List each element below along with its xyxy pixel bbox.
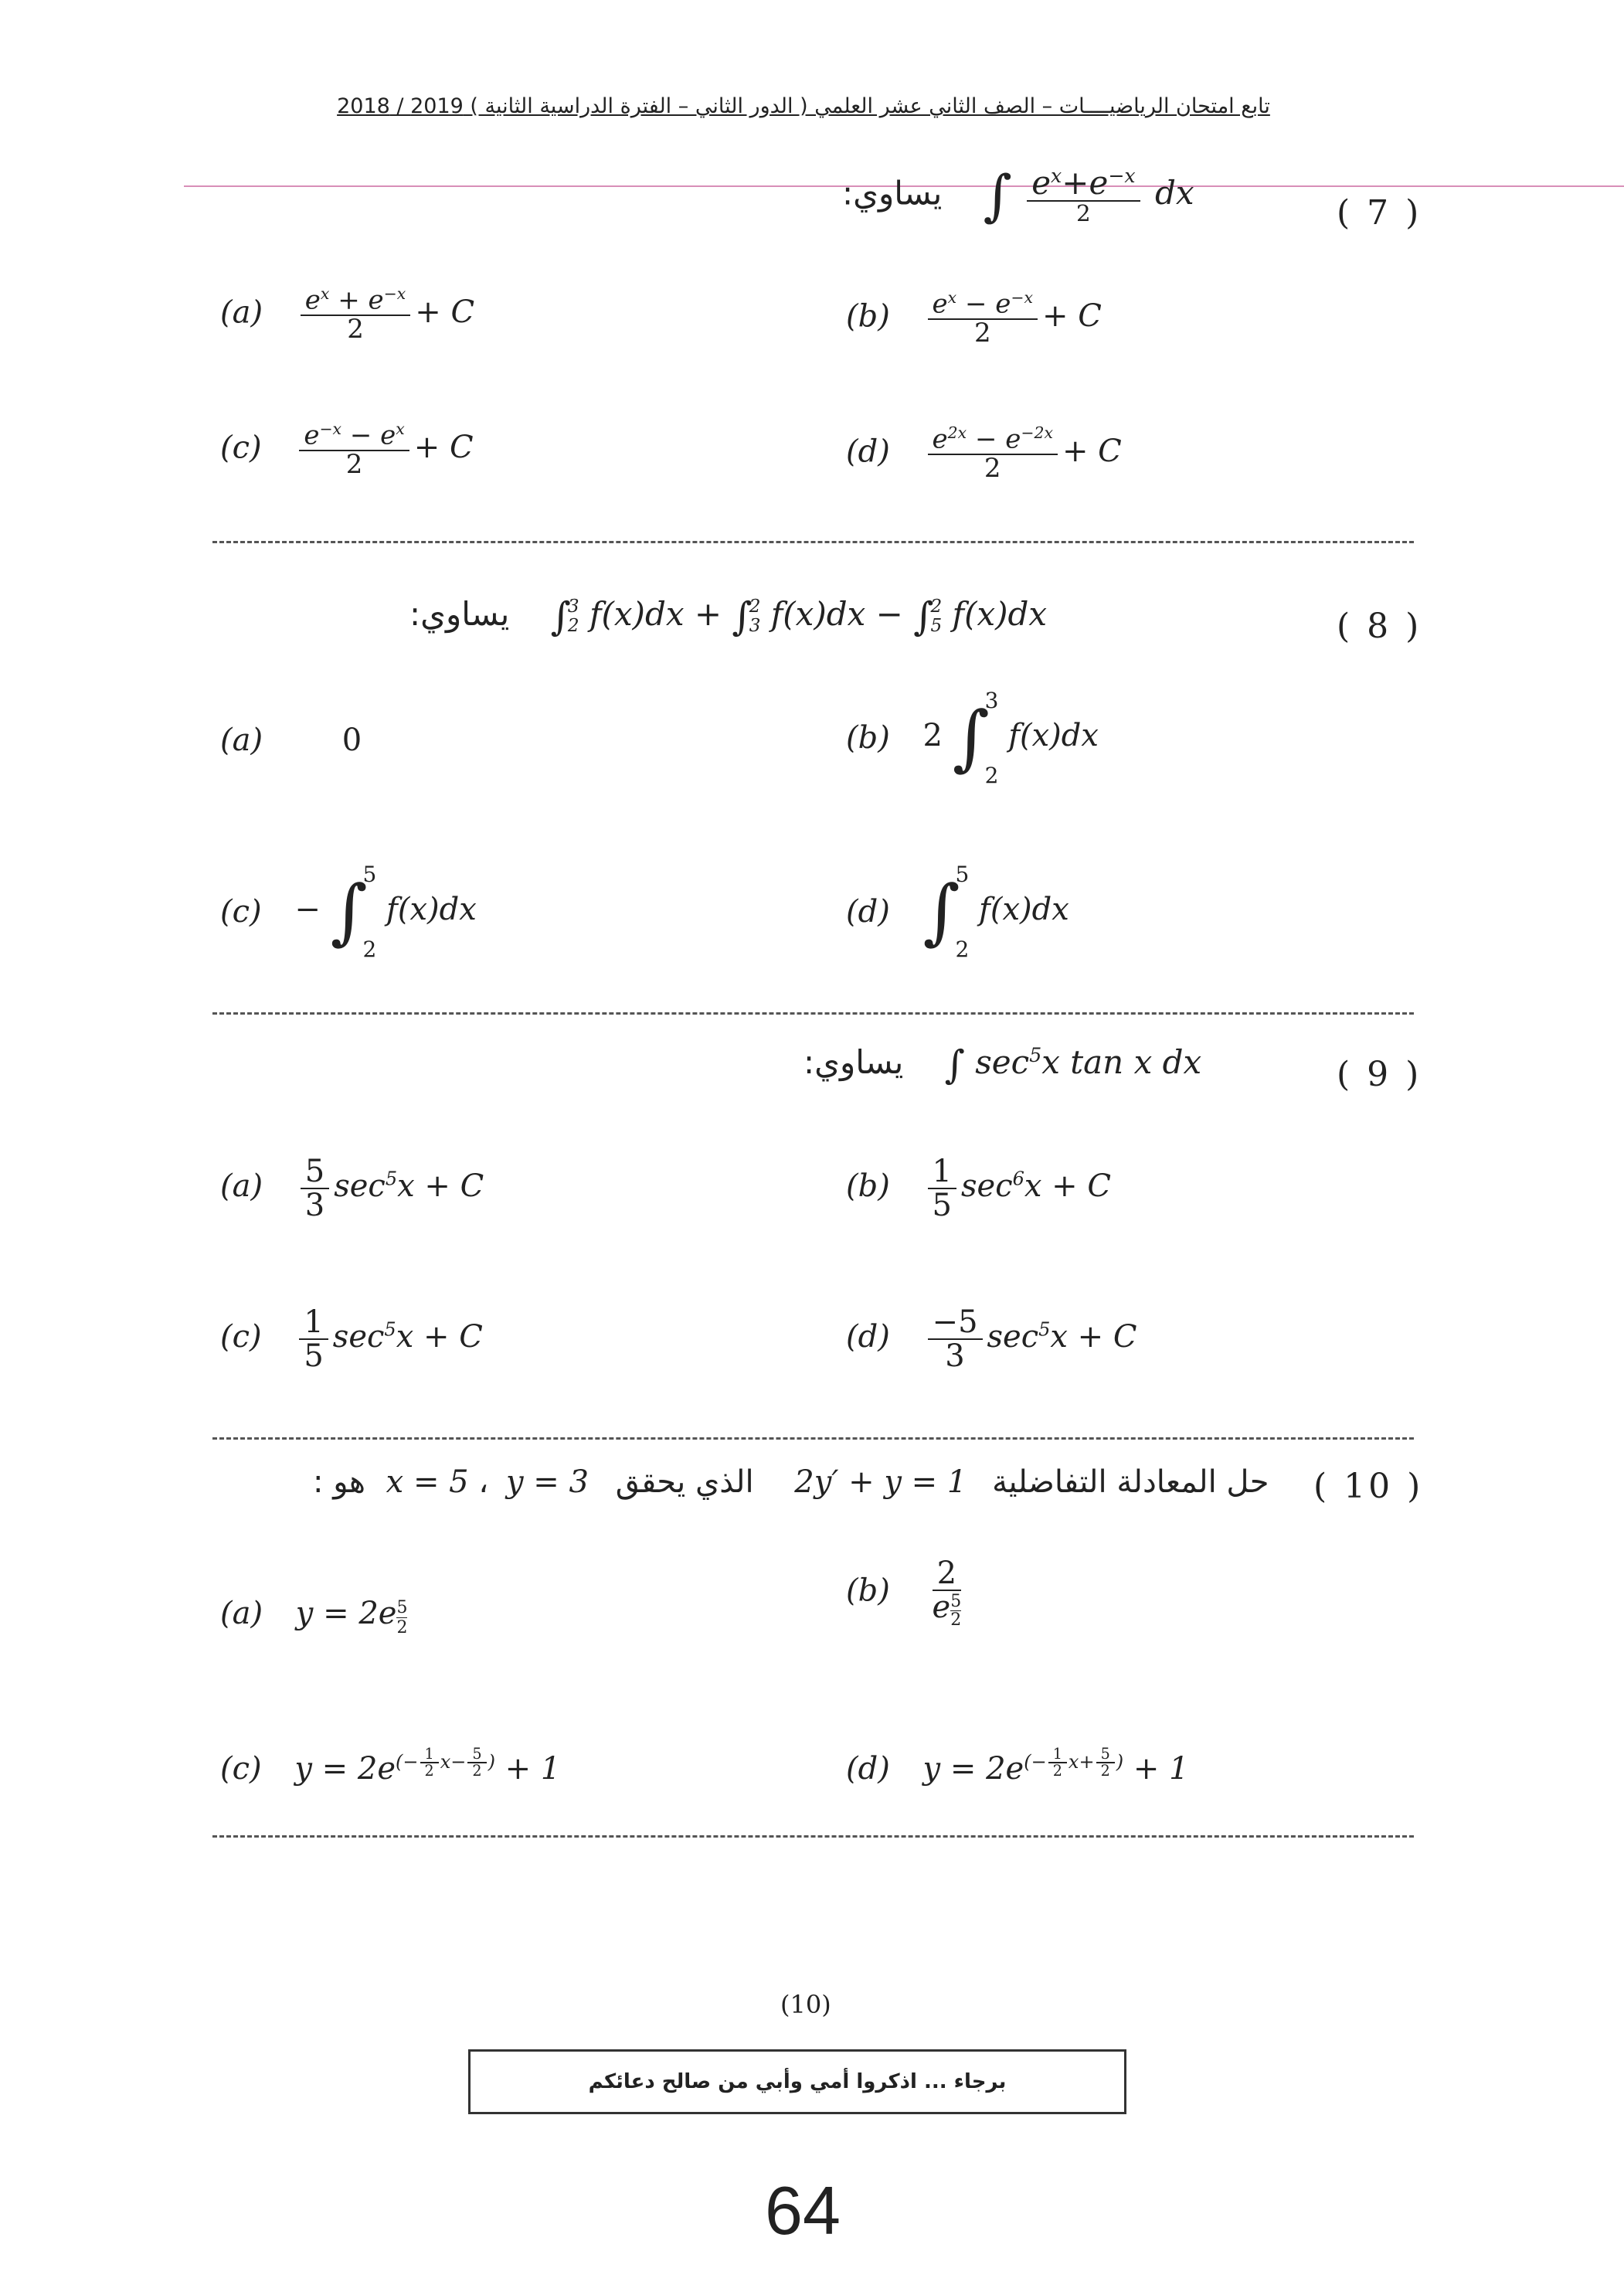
question-10-number: ( 10 ) xyxy=(1313,1467,1424,1506)
q9-option-a[interactable]: (a) $\frac{5}{3}$ $\sec^5x + C$ xyxy=(220,1154,484,1223)
stem-part: الذي يحقق xyxy=(615,1464,754,1500)
option-label: (b) xyxy=(846,720,890,756)
q8-option-a[interactable] xyxy=(220,723,362,758)
option-value: 0 xyxy=(341,723,362,758)
stem-word: يساوي: xyxy=(804,1043,904,1081)
stem-word: يساوي: xyxy=(409,595,510,633)
option-label: (c) xyxy=(220,1319,262,1355)
q8-option-b[interactable]: (b) 2 ∫ 3 2 f(x)dx xyxy=(846,688,1099,788)
question-10-stem: هو : x = 5 ، y = 3 الذي يحقق 2y′ + y = 1 حل المعادلة التفاضلية xyxy=(313,1464,1269,1500)
prayer-text: برجاء ... اذكروا أمي وأبي من صالح دعائكم xyxy=(588,2070,1007,2093)
q9-option-c[interactable]: (c) $\frac{1}{5}$ $\sec^5x + C$ xyxy=(220,1304,483,1374)
page-number: 64 xyxy=(765,2172,841,2249)
stem-word: يساوي: xyxy=(842,174,943,213)
option-label: (d) xyxy=(846,434,890,470)
option-label: (a) xyxy=(220,1168,263,1204)
option-label: (a) xyxy=(220,1596,263,1631)
q9-option-b[interactable]: (b) $\frac{1}{5}$ $\sec^6x + C$ xyxy=(846,1154,1111,1223)
q8-option-d[interactable]: (d) ∫ 5 2 f(x)dx xyxy=(846,862,1069,962)
option-label: (c) xyxy=(220,430,262,466)
option-label: (a) xyxy=(220,294,263,331)
option-label: (d) xyxy=(846,894,890,930)
separator xyxy=(212,1437,1414,1440)
q10-option-b[interactable]: (b) 2 e $^{\frac{5}{2}}$ xyxy=(846,1556,962,1630)
page-label: (10) xyxy=(780,1990,831,2019)
q9-option-d[interactable]: (d) $\frac{-5}{3}$ $\sec^5x + C$ xyxy=(846,1304,1137,1374)
separator xyxy=(212,541,1414,543)
question-8-number: ( 8 ) xyxy=(1337,607,1422,646)
q7-option-c[interactable]: (c) $\frac{e^{-x} - e^x}{2}$ + C xyxy=(220,420,474,481)
option-label: (b) xyxy=(846,298,890,335)
question-9-stem: يساوي: ∫ $\sec^5x$ tan x dx xyxy=(804,1041,1202,1087)
q10-option-d[interactable]: (d) $y = 2e^{(- \frac{1}{2} x+ \frac{5}{2} )} + 1$ xyxy=(846,1745,1189,1787)
q7-option-a[interactable]: (a) $\frac{e^x + e^{-x}}{2}$ + C xyxy=(220,284,475,345)
option-label: (b) xyxy=(846,1168,890,1204)
q7-option-b[interactable]: (b) $\frac{e^x - e^{-x}}{2}$ + C xyxy=(846,288,1102,349)
separator xyxy=(212,1835,1414,1838)
q10-option-a[interactable]: (a) y = 2e $^{\frac{5}{2}}$ xyxy=(220,1596,408,1637)
question-7-stem: يساوي: ∫ $\frac{e^x+e^{-x}}{2}$ dx xyxy=(842,163,1194,228)
stem-part: هو : xyxy=(313,1464,365,1500)
question-7-number: ( 7 ) xyxy=(1337,193,1422,233)
question-9-number: ( 9 ) xyxy=(1337,1055,1422,1094)
q10-option-c[interactable]: (c) $y = 2e^{(- \frac{1}{2} x- \frac{5}{2} )} + 1$ xyxy=(220,1745,561,1787)
option-label: (c) xyxy=(220,894,262,930)
separator xyxy=(212,1012,1414,1015)
option-label: (a) xyxy=(220,723,263,758)
option-label: (b) xyxy=(846,1573,890,1609)
stem-part: حل المعادلة التفاضلية xyxy=(992,1464,1269,1500)
prayer-box xyxy=(468,2049,1126,2114)
option-label: (c) xyxy=(220,1750,262,1787)
q8-option-c[interactable]: (c) − ∫ 5 2 f(x)dx xyxy=(220,862,477,962)
question-8-stem: يساوي: ∫ 3 2 f(x)dx + ∫ 2 3 f(x)dx − ∫ 2 5 f(x)dx xyxy=(409,593,1048,639)
option-label: (d) xyxy=(846,1750,890,1787)
option-label: (d) xyxy=(846,1319,890,1355)
q7-option-d[interactable]: (d) $\frac{e^{2x} - e^{-2x}}{2}$ + C xyxy=(846,423,1122,485)
exam-header: تابع امتحان الرياضيــــات – الصف الثاني عشر العلمي ( الدور الثاني – الفترة الدراسية الثانية ) 2019 / 2018 xyxy=(337,94,1270,118)
stem-part: ، xyxy=(478,1464,489,1500)
